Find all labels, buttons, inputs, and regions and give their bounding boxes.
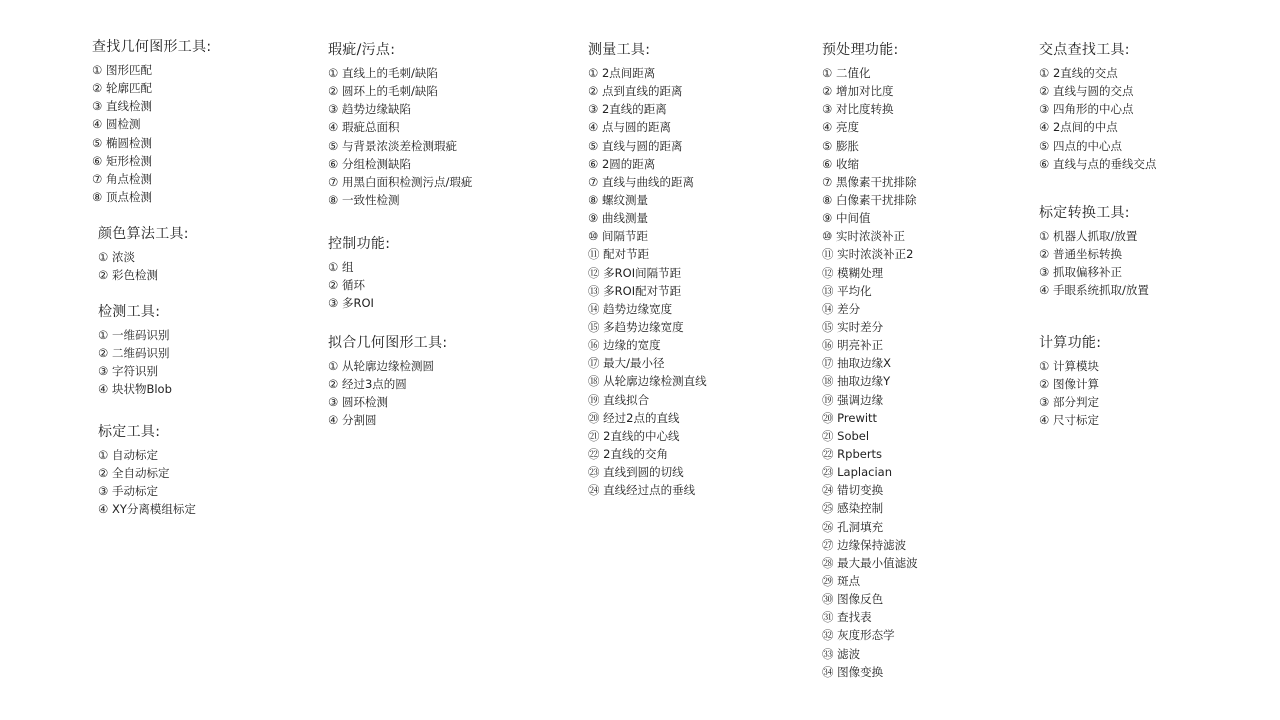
list-item: ⑲ 直线拟合: [588, 392, 650, 407]
section-title: 标定工具:: [98, 424, 161, 440]
list-item: ② 点到直线的距离: [588, 84, 683, 99]
list-item: ⑨ 中间值: [822, 211, 871, 226]
list-item: ⑦ 角点检测: [92, 171, 152, 186]
list-item: ⑧ 一致性检测: [328, 192, 400, 207]
list-item: ⑥ 分组检测缺陷: [328, 156, 411, 171]
list-item: ⑥ 直线与点的垂线交点: [1039, 156, 1157, 171]
list-item: ⑯ 明亮补正: [822, 338, 884, 353]
list-item: ② 轮廓匹配: [92, 81, 152, 96]
list-item: ④ 点与圆的距离: [588, 120, 671, 135]
list-item: ⑤ 四点的中心点: [1039, 138, 1122, 153]
list-item: ⑮ 实时差分: [822, 319, 884, 334]
section-title: 计算功能:: [1039, 335, 1102, 351]
section-item-list: [328, 64, 472, 209]
list-item: ② 彩色检测: [98, 268, 158, 283]
list-item: ③ 手动标定: [98, 484, 158, 499]
list-item: ㉒ 2直线的交角: [588, 446, 668, 461]
list-item: ① 计算模块: [1039, 359, 1099, 373]
section-title: 测量工具:: [588, 42, 651, 58]
list-item: ③ 直线检测: [92, 99, 152, 114]
list-item: ④ 手眼系统抓取/放置: [1039, 283, 1149, 298]
list-item: ④ 块状物Blob: [98, 382, 172, 397]
section-title: 交点查找工具:: [1039, 42, 1130, 58]
list-item: ③ 2直线的距离: [588, 102, 667, 117]
list-item: ⑩ 间隔节距: [588, 229, 648, 244]
section-compute: [1039, 334, 1101, 430]
section-item-list: [92, 61, 211, 206]
section-item-list: [1039, 64, 1156, 173]
section-item-list: [822, 64, 918, 681]
section-title: 预处理功能:: [822, 42, 899, 58]
section-preprocessing: [822, 41, 918, 681]
list-item: ㉞ 图像变换: [822, 664, 884, 679]
section-fit-geometric: [328, 334, 447, 430]
list-item: ① 2点间距离: [588, 66, 656, 80]
list-item: ⑬ 平均化: [822, 283, 872, 298]
section-title: 控制功能:: [328, 236, 391, 252]
list-item: ⑪ 实时浓淡补正2: [822, 247, 914, 262]
list-item: ③ 圆环检测: [328, 395, 388, 410]
list-item: ② 全自动标定: [98, 466, 170, 481]
list-item: ③ 部分判定: [1039, 395, 1099, 410]
section-intersection: [1039, 41, 1156, 173]
list-item: ⑦ 黑像素干扰排除: [822, 174, 917, 189]
list-item: ㉑ 2直线的中心线: [588, 428, 680, 443]
list-item: ② 循环: [328, 278, 365, 293]
list-item: ⑧ 白像素干扰排除: [822, 192, 917, 207]
section-item-list: [1039, 227, 1149, 300]
list-item: ② 增加对比度: [822, 84, 894, 99]
list-item: ④ 尺寸标定: [1039, 413, 1099, 428]
list-item: ⑨ 曲线测量: [588, 211, 648, 226]
list-item: ⑱ 从轮廓边缘检测直线: [588, 374, 707, 389]
list-item: ⑦ 用黑白面积检测污点/瑕疵: [328, 174, 473, 189]
section-calibration: [98, 423, 196, 519]
list-item: ① 直线上的毛刺/缺陷: [328, 66, 438, 80]
section-measurement: [588, 41, 707, 499]
section-item-list: [328, 357, 447, 430]
list-item: ⑦ 直线与曲线的距离: [588, 174, 694, 189]
list-item: ⑳ Prewitt: [822, 410, 878, 425]
list-item: ④ XY分离模组标定: [98, 502, 196, 517]
section-title: 标定转换工具:: [1039, 205, 1130, 221]
section-control: [328, 235, 390, 312]
section-item-list: [98, 326, 172, 399]
list-item: ① 图形匹配: [92, 63, 152, 77]
list-item: ⑰ 抽取边缘X: [822, 356, 892, 371]
list-item: ③ 多ROI: [328, 296, 374, 311]
list-item: ⑱ 抽取边缘Y: [822, 374, 891, 389]
list-item: ⑤ 膨胀: [822, 138, 859, 153]
list-item: ㉖ 孔洞填充: [822, 519, 884, 534]
section-defect: [328, 41, 472, 209]
section-detection: [98, 303, 172, 399]
list-item: ⑤ 与背景浓淡差检测瑕疵: [328, 138, 457, 153]
section-title: 瑕疵/污点:: [328, 42, 396, 58]
list-item: ㉓ Laplacian: [822, 465, 893, 480]
list-item: ㉓ 直线到圆的切线: [588, 465, 684, 480]
list-item: ㉝ 滤波: [822, 646, 861, 661]
list-item: ⑭ 差分: [822, 301, 861, 316]
section-title: 拟合几何图形工具:: [328, 335, 448, 351]
list-item: ① 2直线的交点: [1039, 66, 1118, 80]
list-item: ① 二值化: [822, 66, 871, 80]
list-item: ② 二维码识别: [98, 346, 170, 361]
list-item: ⑪ 配对节距: [588, 247, 650, 262]
list-item: ② 圆环上的毛刺/缺陷: [328, 84, 438, 99]
list-item: ⑤ 直线与圆的距离: [588, 138, 683, 153]
list-item: ⑤ 椭圆检测: [92, 135, 152, 150]
list-item: ㉗ 边缘保持滤波: [822, 537, 907, 552]
list-item: ① 浓淡: [98, 250, 135, 264]
list-item: ⑫ 多ROI间隔节距: [588, 265, 682, 280]
list-item: ④ 圆检测: [92, 117, 141, 132]
list-item: ⑩ 实时浓淡补正: [822, 229, 905, 244]
list-item: ② 经过3点的圆: [328, 377, 407, 392]
list-item: ① 从轮廓边缘检测圆: [328, 359, 434, 373]
list-item: ㉕ 感染控制: [822, 501, 884, 516]
list-item: ② 普通坐标转换: [1039, 247, 1122, 262]
list-item: ⑧ 顶点检测: [92, 189, 152, 204]
list-item: ⑰ 最大/最小径: [588, 356, 665, 371]
list-item: ㉚ 图像反色: [822, 592, 884, 607]
section-item-list: [328, 258, 390, 312]
list-item: ④ 分割圆: [328, 413, 377, 428]
list-item: ③ 对比度转换: [822, 102, 894, 117]
list-item: ㉛ 查找表: [822, 610, 872, 625]
list-item: ④ 2点间的中点: [1039, 120, 1118, 135]
list-item: ⑯ 边缘的宽度: [588, 338, 661, 353]
list-item: ⑥ 矩形检测: [92, 153, 152, 168]
list-item: ⑥ 收缩: [822, 156, 859, 171]
list-item: ㉔ 错切变换: [822, 483, 884, 498]
section-color-algorithm: [98, 225, 189, 284]
section-item-list: [1039, 357, 1101, 430]
section-item-list: [98, 248, 189, 284]
list-item: ③ 字符识别: [98, 364, 158, 379]
section-find-geometric: [92, 38, 211, 206]
list-item: ① 自动标定: [98, 448, 158, 462]
section-title: 颜色算法工具:: [98, 226, 189, 242]
list-item: ⑫ 模糊处理: [822, 265, 884, 280]
list-item: ⑮ 多趋势边缘宽度: [588, 319, 684, 334]
list-item: ② 图像计算: [1039, 377, 1099, 392]
list-item: ⑳ 经过2点的直线: [588, 410, 680, 425]
list-item: ㉜ 灰度形态学: [822, 628, 895, 643]
list-item: ⑭ 趋势边缘宽度: [588, 301, 673, 316]
section-title: 检测工具:: [98, 304, 161, 320]
list-item: ⑥ 2圆的距离: [588, 156, 656, 171]
list-item: ③ 趋势边缘缺陷: [328, 102, 411, 117]
list-item: ③ 抓取偏移补正: [1039, 265, 1122, 280]
list-item: ⑧ 螺纹测量: [588, 192, 648, 207]
list-item: ⑬ 多ROI配对节距: [588, 283, 682, 298]
list-item: ⑲ 强调边缘: [822, 392, 884, 407]
list-item: ① 一维码识别: [98, 328, 170, 342]
list-item: ③ 四角形的中心点: [1039, 102, 1134, 117]
list-item: ㉙ 斑点: [822, 573, 861, 588]
section-item-list: [588, 64, 707, 499]
list-item: ㉔ 直线经过点的垂线: [588, 483, 696, 498]
list-item: ㉘ 最大最小值滤波: [822, 555, 918, 570]
section-title: 查找几何图形工具:: [92, 39, 212, 55]
list-item: ㉑ Sobel: [822, 428, 870, 443]
list-item: ④ 瑕疵总面积: [328, 120, 400, 135]
list-item: ① 组: [328, 260, 354, 274]
list-item: ㉒ Rpberts: [822, 446, 883, 461]
section-calib-convert: [1039, 204, 1149, 300]
list-item: ① 机器人抓取/放置: [1039, 229, 1138, 243]
list-item: ② 直线与圆的交点: [1039, 84, 1134, 99]
section-item-list: [98, 446, 196, 519]
list-item: ④ 亮度: [822, 120, 859, 135]
